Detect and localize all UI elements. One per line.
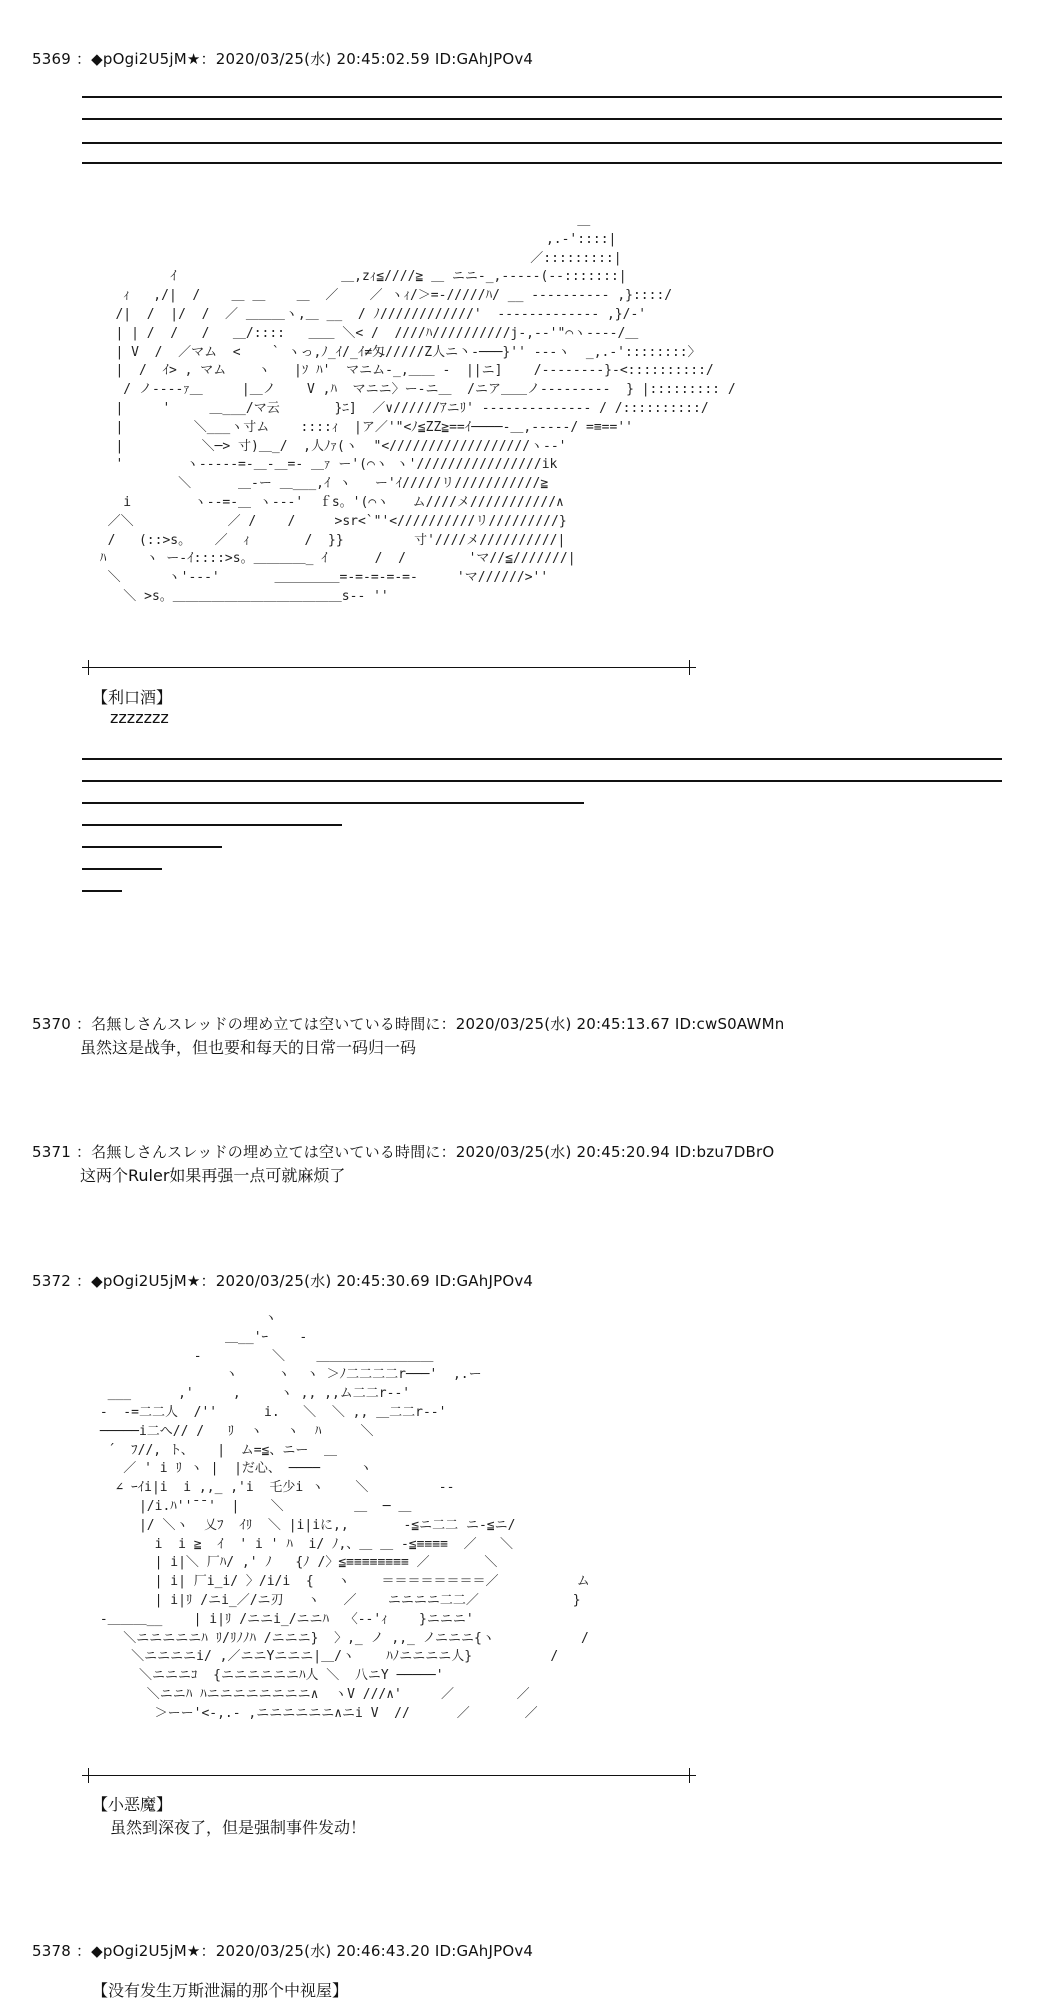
- speaker-name: 【利口酒】: [92, 688, 173, 707]
- speech-line: zzzzzzz: [110, 708, 169, 727]
- separator-line: [82, 758, 1002, 760]
- separator-line: [82, 780, 1002, 782]
- post-header-5371: 5371 ：名無しさんスレッドの埋め立ては空いている時間に：2020/03/25(水) 20:45:20.94 ID:bzu7DBrO: [32, 1143, 775, 1161]
- ruler-line: [82, 1775, 696, 1776]
- post-body-5378: 【没有发生万斯泄漏的那个中视屋】: [92, 1981, 349, 2000]
- separator-line: [82, 890, 122, 892]
- ruler-tick-left: [88, 1768, 89, 1783]
- separator-line: [82, 118, 1002, 120]
- post-header-5378: 5378 ：◆pOgi2U5jM★：2020/03/25(水) 20:46:43.20 ID:GAhJPOv4: [32, 1942, 534, 1960]
- separator-line: [82, 802, 584, 804]
- speaker-name: 【小恶魔】: [92, 1795, 173, 1814]
- separator-line: [82, 96, 1002, 98]
- separator-line: [82, 824, 342, 826]
- post-body-5370: 虽然这是战争，但也要和每天的日常一码归一码: [80, 1038, 417, 1057]
- separator-line: [82, 846, 222, 848]
- separator-line: [82, 142, 1002, 144]
- ascii-art-character: ヽ ＿__'ｰ - - ＼ ＿＿＿＿＿＿＿＿＿ ヽ ヽ ヽ ＞ﾉ二二二二r───' ,.ー ___ ,' , ヽ ,, ,,ム二二r--' - -=二二人 /'' i. ＼ ＼ ,, ＿二二r--' ─────i二へ// / ﾘ ヽ ヽ ﾊ ＼ ´ ﾌ//, ト、 | ム=≦、ニー ＿ ／ ' i ﾘ ヽ | |だ心、 ──── ヽ ∠ ｰｲi|i i ,,_ ,'i 乇少i ヽ ＼ -- |/i.ﾊ''¯¯' | ＼ ＿ ─ ＿ |/ ＼ヽ 乂ﾌ ｲﾘ ＼ |i|iに,, -≦ニ二二 ニ-≦ニ/ i i ≧ ｲ ' i ' ﾊ i/ ﾉ,、＿ ＿ -≦≡≡≡≡ ／ ＼ | i|＼ 厂ﾊ/ ,' ﾉ {ﾉ /〉≦≡≡≡≡≡≡≡≡ ／ ＼ | i| 厂i_i/ 〉/i/i { ヽ ＝＝＝＝＝＝＝＝／ ム | i|ﾘ /ニi_／/ニ刃 ヽ ／ ニニニニ二二／ } -＿＿＿__ | i|ﾘ /ニニi_/ニニﾊ 〈--'ｨ }ニニニ' ＼ニニニニニﾊ ﾘ/ﾘﾉﾉﾊ /ニニニ} 〉,_ ノ ,,_ ノニニニ{ヽ / ＼ニニニニi/ ,／ニニYニニニ|＿/ヽ ﾊﾉニニニニ人} / ＼ニニニｺ {ニニニニニニﾊ人 ＼ 八ニY ─────' ＼ニニﾊ ﾊニニニニニニニニ∧ ヽV ///∧' ／ ／ ＞ーー'<-,.- ,ニニニニニニ∧ニi V // ／ ／: [99, 1311, 590, 1721]
- ruler-tick-right: [689, 660, 690, 675]
- separator-line: [82, 868, 162, 870]
- separator-line: [82, 162, 1002, 164]
- post-header-5370: 5370 ：名無しさんスレッドの埋め立ては空いている時間に：2020/03/25(水) 20:45:13.67 ID:cwS0AWMn: [32, 1015, 785, 1033]
- speech-line: 虽然到深夜了，但是强制事件发动！: [110, 1818, 367, 1837]
- ruler-line: [82, 667, 696, 668]
- ruler-tick-right: [689, 1768, 690, 1783]
- post-body-5371: 这两个Ruler如果再强一点可就麻烦了: [80, 1166, 346, 1185]
- ascii-art-dragon: ＿ ,.-'::::| ／:::::::::| ｲ ＿,zｨ≦////≧ ＿ ニニ-_,-----(--:::::::| ｨ ,/| / ＿ ＿ ＿ ／ ／ ヽｨ/＞=-/////ﾊ/ __ ---------- ,}::::/ /| / |/ / ／ ＿＿＿ヽ,＿ __ / ﾉ////////////' ------------- ,}/‐' | | / / / ＿/:::: ＿＿ ＼< / ////ﾊ//////////j-,-‐'"⌒ヽ----/＿ | V / ／マム < ` ヽっ,ﾉ_ｲ/_ｲ≠匁/////Z人ニ丶-───}'' ---ヽ _,.-'::::::::〉 | / ｲ> , マム ヽ |ｿ ﾊ' マニム-_,＿＿ - ||ニ] /--------}-<::::::::::/ / ノ----ｧ＿ |＿ノ V ,ﾊ マニニ〉ー-ニ＿ /ニア＿＿ノ--------- } |::::::::: / | ' ＿___/マ云 }ﾆ] ／∨//////ｱニﾘ' -------------- / /::::::::::/ | ＼___ヽ寸ム ::::ｨ |ア／'"<ﾉ≦ZZ≧==ｲ────-＿,-----/ =≡=='' | ＼─> 寸)＿_/ ,人ﾉｧ(ヽ "<//////////////////ヽ--' ' ヽ-----=-＿-＿=- ＿ｧ ー'(⌒ヽ ヽ'////////////////ik ＼ ＿-ー ＿___,ｲ ヽ ー'ｲ/////リ///////////≧ i ヽ--=-＿ ヽ---' ｆs。'(⌒ヽ ム////メ///////////∧ ／＼ ／ / / >sr<`"'<//////////リ/////////} / (::>s。 ／ ｨ / }} 寸'////メ//////////| ﾊ ヽ ー-ｲ::::>s。＿＿＿＿_ ｲ / / 'マ//≦///////| ＼ ヽ'---' ＿＿＿＿＿=-=-=-=-=- 'マ//////>'' ＼ >s。＿＿＿＿＿＿＿＿＿＿＿＿＿s-‐ '': [99, 213, 736, 604]
- ruler-tick-left: [88, 660, 89, 675]
- post-header-5369: 5369 ：◆pOgi2U5jM★：2020/03/25(水) 20:45:02.59 ID:GAhJPOv4: [32, 50, 534, 68]
- post-header-5372: 5372 ：◆pOgi2U5jM★：2020/03/25(水) 20:45:30.69 ID:GAhJPOv4: [32, 1272, 534, 1290]
